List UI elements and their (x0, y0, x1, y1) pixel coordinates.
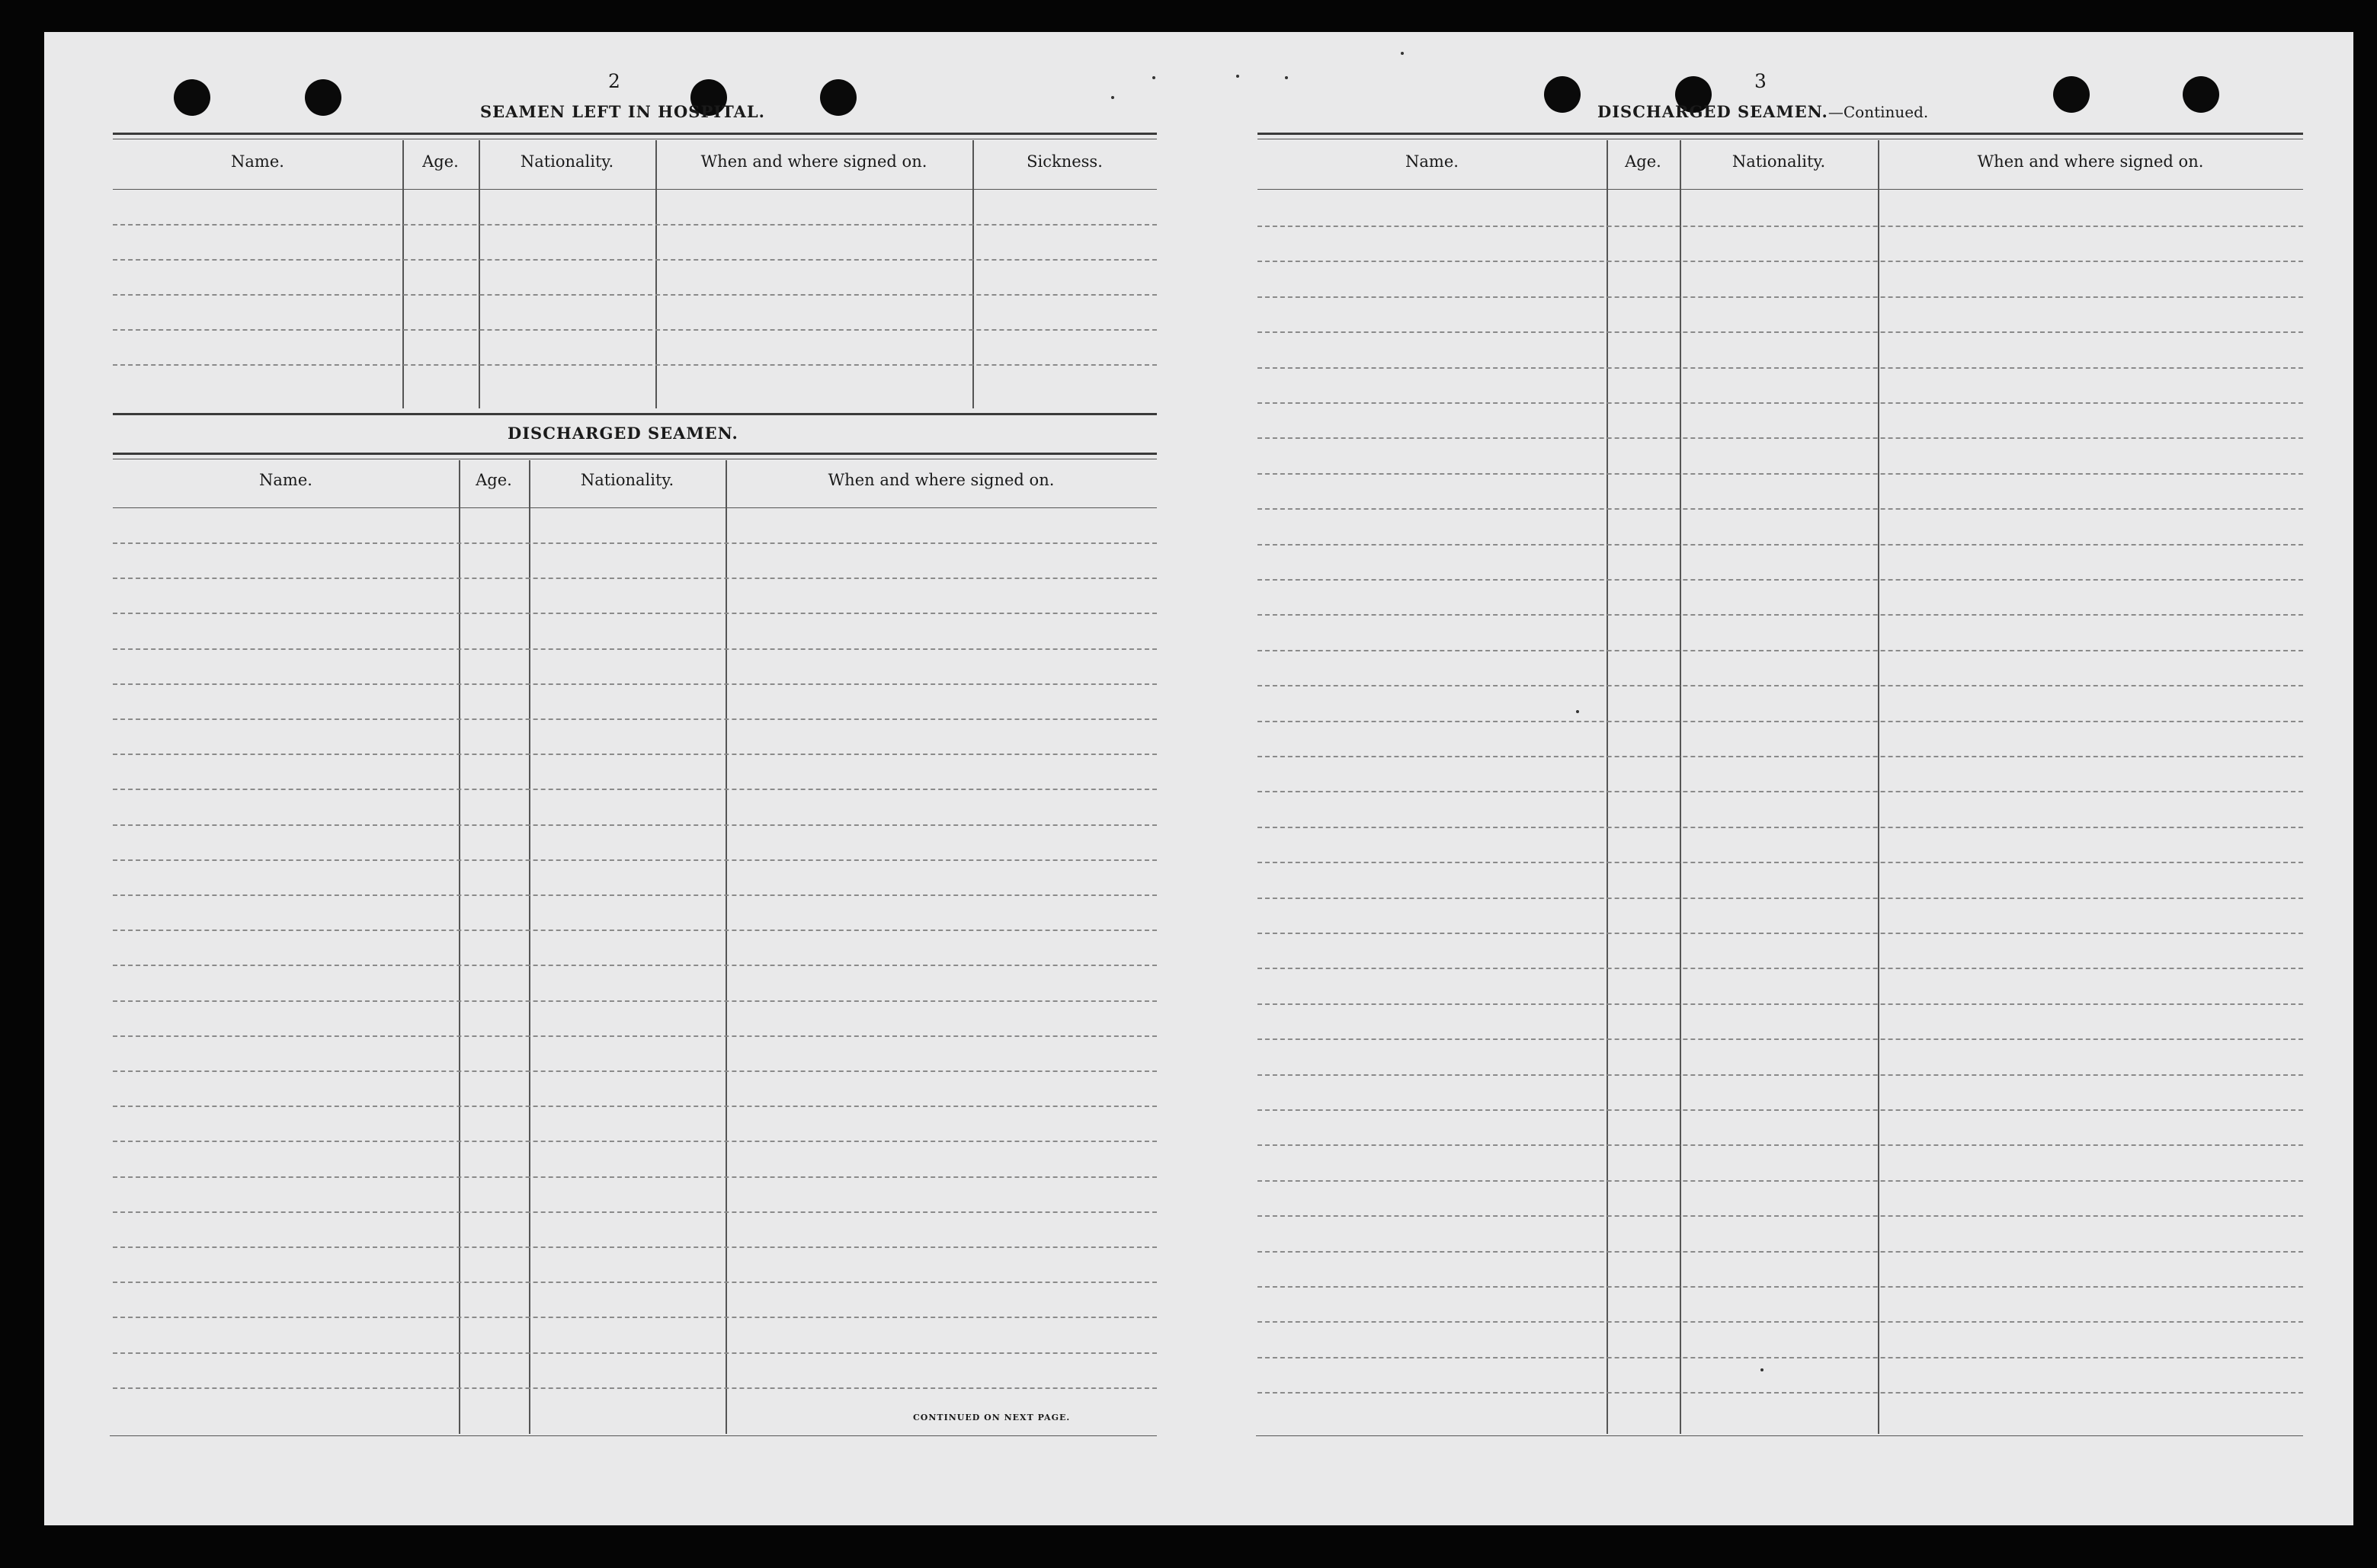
table-row-rule (113, 824, 1157, 826)
rule (113, 453, 1157, 455)
column-header-age: Age. (422, 152, 459, 171)
table-row-rule (1257, 1286, 2303, 1288)
table-row-rule (113, 329, 1157, 331)
column-divider (479, 140, 480, 408)
column-divider (1878, 140, 1879, 1434)
rule (113, 133, 1157, 135)
table-row-rule (113, 894, 1157, 896)
column-divider (402, 140, 404, 408)
table-row-rule (113, 542, 1157, 544)
document-sheet (44, 32, 2353, 1525)
scan-speck (1401, 52, 1404, 55)
scan-speck (1760, 1368, 1764, 1371)
table-row-rule (113, 259, 1157, 261)
header-rule (113, 189, 1157, 190)
punch-hole (820, 79, 857, 116)
table-row-rule (1257, 1038, 2303, 1040)
punch-hole (2053, 76, 2090, 113)
column-header-age: Age. (1625, 152, 1661, 171)
table-row-rule (1257, 756, 2303, 757)
table-row-rule (1257, 1144, 2303, 1146)
page-number-left: 2 (608, 70, 620, 92)
scan-speck (1111, 96, 1114, 99)
discharged-continued-title: DISCHARGED SEAMEN.—Continued. (1597, 102, 1929, 121)
page-number-right: 3 (1754, 70, 1767, 92)
table-row-rule (113, 1035, 1157, 1037)
table-row-rule (1257, 437, 2303, 439)
column-header-age: Age. (476, 471, 512, 489)
table-row-rule (113, 1352, 1157, 1354)
table-row-rule (1257, 898, 2303, 899)
punch-hole (2183, 76, 2219, 113)
table-row-rule (1257, 1357, 2303, 1358)
punch-hole (305, 79, 341, 116)
table-row-rule (113, 1070, 1157, 1072)
table-row-rule (113, 683, 1157, 685)
column-header-name: Name. (1405, 152, 1459, 171)
table-row-rule (113, 930, 1157, 931)
column-divider (726, 460, 727, 1434)
table-row-rule (1257, 331, 2303, 333)
table-row-rule (1257, 1392, 2303, 1394)
table-row-rule (1257, 968, 2303, 969)
column-header-sickness: Sickness. (1027, 152, 1103, 171)
column-divider (655, 140, 657, 408)
punch-hole (1544, 76, 1581, 113)
table-row-rule (113, 364, 1157, 366)
table-row-rule (1257, 1074, 2303, 1076)
table-row-rule (113, 1141, 1157, 1142)
table-row-rule (1257, 1321, 2303, 1323)
table-row-rule (1257, 933, 2303, 934)
column-divider (1680, 140, 1681, 1434)
table-row-rule (1257, 650, 2303, 651)
table-row-rule (113, 718, 1157, 720)
table-row-rule (1257, 402, 2303, 404)
table-row-rule (1257, 1109, 2303, 1111)
table-row-rule (1257, 544, 2303, 546)
column-divider (529, 460, 530, 1434)
column-header-name: Name. (259, 471, 312, 489)
table-row-rule (113, 1387, 1157, 1389)
rule (1256, 1435, 2303, 1436)
hospital-table-title: SEAMEN LEFT IN HOSPITAL. (480, 102, 765, 121)
table-row-rule (113, 965, 1157, 966)
table-row-rule (113, 294, 1157, 296)
table-row-rule (113, 1106, 1157, 1107)
column-header-signed-on: When and where signed on. (828, 471, 1055, 489)
table-row-rule (113, 1317, 1157, 1318)
punch-hole (174, 79, 210, 116)
table-row-rule (113, 1211, 1157, 1213)
table-row-rule (113, 224, 1157, 226)
table-row-rule (1257, 614, 2303, 616)
column-header-nationality: Nationality. (1731, 152, 1826, 171)
table-row-rule (1257, 226, 2303, 227)
rule (110, 1435, 1157, 1436)
column-header-signed-on: When and where signed on. (700, 152, 927, 171)
scan-speck (1152, 76, 1155, 79)
table-row-rule (1257, 473, 2303, 475)
column-divider (1607, 140, 1608, 1434)
table-row-rule (113, 789, 1157, 790)
table-row-rule (113, 1000, 1157, 1002)
table-row-rule (113, 648, 1157, 650)
table-row-rule (113, 613, 1157, 614)
table-row-rule (1257, 1215, 2303, 1217)
rule (1257, 133, 2303, 135)
table-row-rule (1257, 296, 2303, 298)
column-header-name: Name. (231, 152, 284, 171)
table-row-rule (113, 754, 1157, 755)
table-row-rule (113, 1176, 1157, 1178)
table-row-rule (1257, 261, 2303, 262)
table-row-rule (113, 578, 1157, 579)
scan-speck (1236, 75, 1239, 78)
table-row-rule (1257, 685, 2303, 686)
header-rule (113, 507, 1157, 508)
scan-speck (1285, 76, 1288, 79)
continued-footer: CONTINUED ON NEXT PAGE. (913, 1413, 1071, 1422)
table-row-rule (113, 859, 1157, 861)
scan-speck (1576, 710, 1579, 713)
table-row-rule (1257, 791, 2303, 792)
column-divider (459, 460, 460, 1434)
column-divider (972, 140, 974, 408)
discharged-table-title: DISCHARGED SEAMEN. (508, 424, 738, 443)
table-row-rule (1257, 367, 2303, 369)
table-row-rule (1257, 827, 2303, 828)
table-row-rule (1257, 579, 2303, 581)
header-rule (1257, 189, 2303, 190)
column-header-nationality: Nationality. (520, 152, 614, 171)
table-row-rule (1257, 862, 2303, 863)
column-header-signed-on: When and where signed on. (1977, 152, 2204, 171)
column-header-nationality: Nationality. (580, 471, 674, 489)
table-row-rule (1257, 721, 2303, 722)
table-row-rule (1257, 1180, 2303, 1182)
table-row-rule (1257, 1003, 2303, 1005)
rule (113, 413, 1157, 415)
table-row-rule (1257, 1251, 2303, 1253)
table-row-rule (113, 1282, 1157, 1283)
table-row-rule (113, 1246, 1157, 1248)
table-row-rule (1257, 508, 2303, 510)
